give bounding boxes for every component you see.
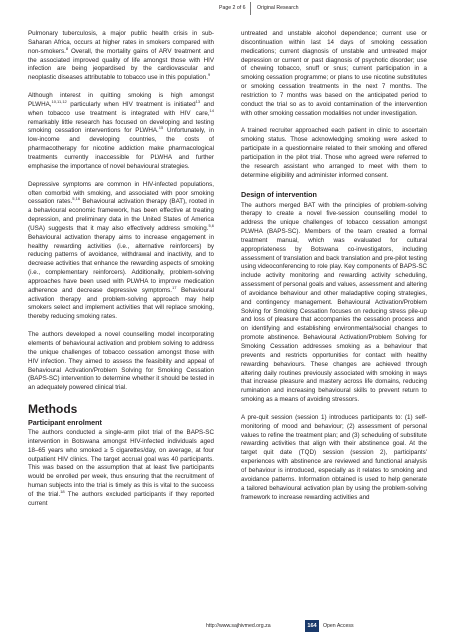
article-type: Original Research bbox=[257, 5, 299, 11]
citation-superscript: 10,11,12 bbox=[51, 98, 67, 104]
open-access-label: Open Access bbox=[323, 623, 354, 629]
participant-enrolment-heading: Participant enrolment bbox=[28, 418, 102, 428]
header-divider bbox=[250, 2, 251, 15]
enrolment-paragraph: The authors conducted a single-arm pilot trial of the BAPS-SC intervention in Botswana amongst HIV-infected individuals aged 18–65 years who smoked ≥ 5 cigarettes/day, on average, at four outpatient HIV clinics. The target accrual goal was 40 participants. This was based on the assumption that at least five participants would be enrolled per week, thus ensuring that the recruitment of human subjects into the trial is timely as this is vital to the success of the trial.$^{18}$ The authors excluded participants if they reported current bbox=[28, 429, 214, 507]
citation-superscript: 8 bbox=[65, 45, 69, 51]
page-number-badge: 164 bbox=[305, 620, 319, 632]
citation-superscript: 9 bbox=[207, 72, 211, 78]
citation-superscript: 18 bbox=[60, 488, 65, 494]
citation-superscript: 13 bbox=[195, 98, 201, 104]
citation-superscript: 5,16 bbox=[72, 196, 81, 202]
right-column bbox=[241, 30, 427, 511]
journal-url[interactable]: http://www.sajhivmed.org.za bbox=[206, 623, 271, 629]
methods-heading: Methods bbox=[28, 402, 78, 417]
citation-superscript: 5,6 bbox=[208, 222, 214, 228]
paragraph: The authors developed a novel counselling model incorporating elements of behavioural activation and problem solving to address the unique challenges of tobacco cessation amongst those with HIV infection. They aimed to assess the feasibility and appeal of Behavioural Activation/Problem Solving for Smoking Cessation (BAPS-SC) intervention to determine whether it should be tested in an adequately powered clinical trial. bbox=[28, 331, 214, 392]
session-paragraph: A pre-quit session (session 1) introduces participants to: (1) self-monitoring of mood and behaviour; (2) assessment of personal values to refine the treatment plan; and (3) scheduling of substitute rewarding activities that align with their abstinence goal. At the target quit date (TQD) session (session 2), participants' experiences with abstinence are reviewed and functional analysis of behaviour is introduced, especially as it relates to smoking and avoidance patterns. Information obtained is used to help generate a tailored behavioural activation plan by using the problem-solving framework to increase rewarding activities and bbox=[241, 413, 427, 501]
page-label: Page 2 of 6 bbox=[219, 5, 246, 11]
citation-superscript: 17 bbox=[172, 284, 177, 290]
paragraph: Pulmonary tuberculosis, a major public health crisis in sub-Saharan Africa, occurs at higher rates in smokers compared with non-smokers.$^8$ Overall, the mortality gains of ARV treatment and the associated improved quality of life amongst those with HIV infection are being jeopardised by the cardiovascular and neoplastic diseases attributable to tobacco use in this population.$^9$ bbox=[28, 30, 214, 82]
page-footer bbox=[0, 620, 453, 634]
citation-superscript: 15 bbox=[158, 125, 164, 131]
left-column bbox=[28, 30, 214, 518]
design-paragraph: The authors merged BAT with the principles of problem-solving therapy to create a novel five-session counselling model to address the unique challenges of tobacco cessation amongst PLWHA (BAPS-SC). Members of the team created a formal treatment manual, which was evaluated for cultural appropriateness by Botswana co-investigators, including assessment of translation and back translation and pre-pilot testing using videoconferencing to role play. Key components of BAPS-SC include activity monitoring and rewarding activity scheduling, assessment of personal goals and values, assessment and altering of avoidance behaviour and other maladaptive coping strategies, and contingency management. Behavioural Activation/Problem Solving for Smoking Cessation focuses on reducing stress pile-up and loss of pleasure that accompanies the cessation process and on identifying and establishing environmental/social changes to promote abstinence. Behavioural Activation/Problem Solving for Smoking Cessation addresses smoking as a behaviour that prevents and restricts opportunities for contact with healthy rewarding behaviours. These changes are achieved through altering daily routines previously associated with smoking in ways that increase pleasure and mastery across life domains, reducing rumination and increasing behavioural skills to prevent return to smoking as a means of avoiding stressors. bbox=[241, 201, 427, 404]
page-header bbox=[0, 0, 453, 18]
design-heading: Design of intervention bbox=[241, 189, 317, 199]
paragraph: Although interest in quitting smoking is high amongst PLWHA,$^{10,11,12}$ particularly when HIV treatment is initiated$^{13}$ and when tobacco use treatment is integrated with HIV care,$^{14}$ remarkably little research has focused on developing and testing smoking cessation interventions for PLWHA.$^{15}$ Unfortunately, in low-income and developing countries, the costs of pharmacotherapy for nicotine addiction make pharmacological treatments currently inaccessible for PLWHA and further emphasise the importance of novel behavioural strategies. bbox=[28, 92, 214, 170]
citation-superscript: 14 bbox=[209, 107, 214, 113]
exclusion-paragraph: untreated and unstable alcohol dependence; current use or discontinuation within last 14 days of smoking cessation medications; current diagnosis of unstable and untreated major depression or current or past diagnosis of psychotic disorder; use of chewing tobacco, snuff or snus; current participation in a smoking cessation programme; or plans to use nicotine substitutes or smoking cessation treatments in the next 7 months. The restriction to 7 months was based on the anticipated period to conduct the trial so as to avoid contamination of the intervention with other smoking cessation modalities not under investigation. bbox=[241, 30, 427, 117]
paragraph: Depressive symptoms are common in HIV-infected populations, often comorbid with smoking, and associated with poor smoking cessation rates.$^{5,16}$ Behavioural activation therapy (BAT), rooted in a behavioural economic framework, has been effective at treating depression, and preliminary data in the United States of America (USA) suggests that it may also effectively address smoking.$^{5,6}$ Behavioural activation therapy aims to increase engagement in healthy rewarding activities (i.e., alternative reinforcers) by reducing patterns of avoidance, withdrawal and inactivity, and to decrease activities that enhance the rewarding aspects of smoking (i.e., complementary reinforcers). Additionally, problem-solving approaches have been used with PLWHA to improve medication adherence and decrease depressive symptoms.$^{17}$ Behavioural activation therapy and problem-solving approach may help smokers select and implement activities that will replace smoking, thereby reducing smoking rates. bbox=[28, 180, 215, 321]
recruitment-paragraph: A trained recruiter approached each patient in clinic to ascertain smoking status. Those acknowledging smoking were asked to participate in a questionnaire related to their smoking and offered participation in the pilot trial. Those who agreed were referred to the research assistant who arranged to meet with them to determine eligibility and administer informed consent. bbox=[241, 127, 427, 179]
